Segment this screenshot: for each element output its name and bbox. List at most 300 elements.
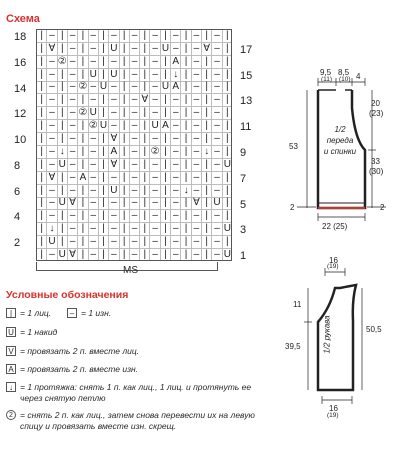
knit-stitch: | — [57, 132, 67, 145]
knit-stitch: | — [180, 29, 190, 42]
knit-stitch: – — [46, 197, 56, 210]
k2tog-stitch: ∀ — [191, 197, 201, 210]
twist-stitch: ② — [78, 81, 88, 93]
k2tog-stitch: ↓ — [57, 145, 67, 158]
knit-stitch: | — [160, 248, 170, 261]
knit-stitch: | — [98, 68, 108, 81]
knit-stitch: | — [201, 81, 211, 94]
p2tog-stitch: A — [170, 55, 180, 68]
knit-stitch: – — [170, 93, 180, 106]
knit-stitch: | — [36, 132, 46, 145]
knit-stitch: – — [149, 184, 159, 197]
knit-stitch: | — [201, 197, 211, 210]
knit-stitch: | — [98, 93, 108, 106]
knit-stitch: | — [77, 209, 87, 222]
knit-stitch: – — [88, 81, 98, 94]
knit-stitch: – — [170, 145, 180, 158]
twist-symbol: 2 — [6, 410, 16, 420]
legend-twist-2: спицу и провязать вместе изн. скрещ. — [20, 421, 177, 431]
knit-stitch: – — [108, 93, 118, 106]
knit-stitch: – — [129, 235, 139, 248]
knit-stitch: | — [77, 42, 87, 55]
knit-stitch: | — [57, 106, 67, 119]
knit-stitch: | — [98, 171, 108, 184]
body-top-dim-b2: (10) — [339, 76, 351, 83]
knit-stitch: | — [180, 222, 190, 235]
knit-stitch: | — [36, 158, 46, 171]
sleeve-label: 1/2 рукава — [322, 315, 332, 354]
knit-stitch: | — [98, 132, 108, 145]
row-number-right: 17 — [240, 43, 253, 56]
yarn-over-stitch: U — [160, 81, 170, 94]
sleeve-top-dim: 16 — [329, 256, 338, 265]
knit-stitch: – — [170, 248, 180, 261]
knit-stitch: – — [191, 184, 201, 197]
knit-stitch: | — [201, 55, 211, 68]
knit-stitch: | — [139, 158, 149, 171]
knit-stitch: | — [201, 106, 211, 119]
knit-stitch: | — [160, 132, 170, 145]
knit-stitch: – — [149, 68, 159, 81]
knit-stitch: – — [129, 81, 139, 94]
k2tog-stitch: ∀ — [108, 158, 118, 171]
k2tog-stitch: ∀ — [201, 42, 211, 55]
yarn-over-stitch: U — [88, 106, 98, 119]
knit-stitch: | — [119, 184, 129, 197]
knit-stitch: | — [160, 106, 170, 119]
knit-stitch: – — [149, 55, 159, 68]
k2tog-stitch: ∀ — [46, 171, 56, 184]
knit-stitch: | — [139, 42, 149, 55]
knit-stitch: – — [191, 93, 201, 106]
knit-stitch: – — [129, 119, 139, 132]
yarn-over-stitch: U — [211, 197, 221, 210]
knit-stitch: | — [119, 197, 129, 210]
knit-stitch: | — [98, 42, 108, 55]
knit-stitch: – — [149, 29, 159, 42]
knit-stitch: | — [180, 93, 190, 106]
knit-stitch: | — [160, 209, 170, 222]
knit-stitch: – — [88, 235, 98, 248]
knit-stitch: – — [88, 55, 98, 68]
knit-stitch: – — [149, 158, 159, 171]
row-number-left: 16 — [14, 56, 27, 69]
knit-stitch: – — [211, 29, 221, 42]
knit-stitch: – — [129, 171, 139, 184]
knit-stitch: | — [139, 68, 149, 81]
knit-stitch: – — [108, 81, 118, 94]
knit-stitch: | — [36, 42, 46, 55]
knit-stitch: | — [98, 106, 108, 119]
knit-stitch: | — [119, 158, 129, 171]
knit-stitch: | — [222, 119, 232, 132]
row-number-right: 5 — [240, 198, 247, 211]
knit-stitch: | — [98, 145, 108, 158]
knit-stitch: | — [57, 119, 67, 132]
knit-stitch: | — [139, 106, 149, 119]
knit-stitch: – — [67, 106, 77, 119]
knit-stitch: | — [201, 209, 211, 222]
knit-stitch: – — [211, 119, 221, 132]
knit-stitch: – — [211, 184, 221, 197]
knit-stitch: | — [180, 209, 190, 222]
yarn-over-stitch: U — [149, 119, 159, 132]
knit-stitch: | — [98, 235, 108, 248]
knit-stitch: – — [170, 119, 180, 132]
scheme-title: Схема — [6, 13, 40, 25]
knit-stitch: – — [46, 184, 56, 197]
knit-stitch: – — [88, 29, 98, 42]
knit-stitch: – — [88, 197, 98, 210]
row-number-left: 12 — [14, 108, 27, 121]
k2tog-stitch: ↓ — [170, 68, 180, 81]
knit-stitch: – — [129, 93, 139, 106]
knit-stitch: – — [108, 235, 118, 248]
knit-stitch: | — [119, 81, 129, 94]
knit-stitch: | — [139, 222, 149, 235]
knit-stitch: | — [77, 222, 87, 235]
yarn-over-stitch: U — [88, 68, 98, 81]
knit-stitch: | — [77, 29, 87, 42]
knit-stitch: | — [139, 248, 149, 261]
body-rib-right: 2 — [380, 203, 385, 212]
knit-stitch: – — [108, 119, 118, 132]
knit-stitch: | — [139, 145, 149, 158]
legend-knit: = 1 лиц. — [20, 308, 52, 318]
yarn-over-symbol: U — [6, 327, 16, 337]
knit-stitch: | — [201, 68, 211, 81]
knit-stitch: | — [57, 81, 67, 94]
legend-purl: = 1 изн. — [81, 308, 112, 318]
knit-stitch: | — [98, 184, 108, 197]
yarn-over-stitch: U — [98, 81, 108, 94]
knit-stitch: | — [36, 93, 46, 106]
p2tog-stitch: A — [108, 145, 118, 158]
knit-stitch: – — [46, 248, 56, 261]
row-number-right: 13 — [240, 95, 253, 108]
knit-stitch: – — [170, 158, 180, 171]
knit-stitch: – — [67, 158, 77, 171]
knit-stitch: – — [46, 132, 56, 145]
twist-stitch: ② — [57, 55, 67, 67]
knit-stitch: – — [108, 171, 118, 184]
body-label-1: 1/2 — [334, 125, 346, 134]
yarn-over-stitch: U — [222, 158, 232, 171]
knit-stitch: – — [149, 248, 159, 261]
knit-stitch: – — [211, 93, 221, 106]
sleeve-top-dim2: (19) — [327, 263, 339, 270]
knit-stitch: – — [191, 119, 201, 132]
knit-stitch: – — [129, 55, 139, 68]
knit-stitch: – — [211, 209, 221, 222]
knit-stitch: – — [108, 209, 118, 222]
knit-stitch: | — [57, 68, 67, 81]
legend-title: Условные обозначения — [6, 289, 129, 301]
knit-stitch: – — [170, 29, 180, 42]
knit-stitch: | — [57, 222, 67, 235]
knit-stitch: – — [211, 81, 221, 94]
knit-stitch: – — [191, 55, 201, 68]
knit-stitch: | — [57, 42, 67, 55]
knit-stitch: | — [77, 145, 87, 158]
row-number-left: 6 — [14, 185, 21, 198]
k2tog-stitch: ↓ — [180, 184, 190, 197]
knit-stitch: | — [160, 93, 170, 106]
legend-yo: = 1 накид — [20, 327, 58, 337]
knit-stitch: – — [46, 158, 56, 171]
knit-stitch: – — [67, 171, 77, 184]
knit-stitch: | — [77, 132, 87, 145]
pull-through-symbol: ↓ — [6, 382, 16, 392]
knit-stitch: – — [129, 132, 139, 145]
body-right-mid: 33 — [371, 157, 380, 166]
knit-stitch: | — [160, 55, 170, 68]
knit-stitch: | — [139, 132, 149, 145]
knit-stitch: – — [67, 42, 77, 55]
knit-stitch: | — [139, 119, 149, 132]
knit-stitch: – — [170, 171, 180, 184]
k2tog-stitch: ∀ — [46, 42, 56, 55]
knit-stitch: – — [88, 42, 98, 55]
yarn-over-stitch: U — [222, 222, 232, 235]
knit-stitch: | — [119, 55, 129, 68]
k2tog-stitch: ∀ — [67, 248, 77, 261]
legend-pull-1: = 1 протяжка: снять 1 п. как лиц., 1 лиц. и протянуть ее — [20, 382, 252, 392]
knit-stitch: | — [36, 68, 46, 81]
knit-stitch: | — [222, 106, 232, 119]
row-number-left: 14 — [14, 82, 27, 95]
knit-stitch: – — [88, 145, 98, 158]
knit-stitch: | — [222, 42, 232, 55]
p2tog-symbol: A — [6, 364, 16, 374]
knit-stitch: | — [77, 158, 87, 171]
knit-stitch: | — [201, 29, 211, 42]
knit-stitch: – — [46, 119, 56, 132]
knit-stitch: | — [119, 171, 129, 184]
knit-stitch: – — [170, 42, 180, 55]
knit-stitch: – — [67, 55, 77, 68]
knit-stitch: | — [98, 55, 108, 68]
knit-stitch: | — [222, 132, 232, 145]
knit-stitch: – — [211, 106, 221, 119]
knit-stitch: – — [67, 222, 77, 235]
k2tog-stitch: ∀ — [67, 197, 77, 210]
row-number-right: 9 — [240, 147, 247, 159]
knit-stitch: – — [67, 184, 77, 197]
knit-stitch: – — [108, 106, 118, 119]
knit-stitch: – — [211, 42, 221, 55]
knit-stitch: | — [201, 171, 211, 184]
knit-stitch: | — [57, 29, 67, 42]
knit-stitch: | — [222, 171, 232, 184]
knit-stitch: – — [67, 145, 77, 158]
sleeve-bottom-dim2: (19) — [327, 412, 339, 419]
knit-stitch: – — [211, 68, 221, 81]
twist-stitch: ② — [88, 120, 98, 132]
sleeve-bottom-dim: 16 — [329, 404, 338, 413]
k2tog-stitch: ↓ — [46, 222, 56, 235]
knit-stitch: – — [191, 222, 201, 235]
knit-stitch: – — [46, 55, 56, 68]
knit-stitch: – — [46, 29, 56, 42]
knit-stitch: | — [201, 119, 211, 132]
yarn-over-stitch: U — [46, 235, 56, 248]
knit-stitch: – — [88, 222, 98, 235]
knit-stitch: | — [222, 93, 232, 106]
yarn-over-stitch: U — [222, 248, 232, 261]
knit-stitch: | — [160, 235, 170, 248]
ms-label: MS — [123, 265, 138, 276]
knit-stitch: – — [46, 68, 56, 81]
knit-stitch: | — [160, 197, 170, 210]
knit-stitch: | — [98, 222, 108, 235]
knit-stitch: | — [119, 93, 129, 106]
knit-stitch: – — [170, 197, 180, 210]
knit-stitch: | — [57, 93, 67, 106]
row-number-left: 18 — [14, 31, 27, 43]
knit-stitch: – — [88, 184, 98, 197]
knit-stitch: – — [88, 132, 98, 145]
knit-stitch: | — [180, 171, 190, 184]
knit-stitch: | — [98, 248, 108, 261]
knit-stitch: – — [191, 81, 201, 94]
knit-stitch: – — [129, 222, 139, 235]
knit-stitch: | — [201, 132, 211, 145]
sleeve-left-dim: 39,5 — [285, 342, 301, 351]
knit-stitch: – — [211, 171, 221, 184]
knit-stitch: – — [108, 29, 118, 42]
row-number-left: 4 — [14, 211, 21, 224]
knit-stitch: | — [77, 68, 87, 81]
body-right-mid2: (30) — [369, 167, 384, 176]
knit-stitch: | — [119, 209, 129, 222]
knit-stitch: – — [108, 248, 118, 261]
knit-stitch: | — [139, 209, 149, 222]
knit-stitch: – — [211, 55, 221, 68]
knit-stitch: – — [149, 235, 159, 248]
knit-stitch: | — [36, 184, 46, 197]
knit-stitch: | — [201, 93, 211, 106]
knit-stitch: | — [77, 93, 87, 106]
knit-stitch: | — [36, 197, 46, 210]
body-rib-left: 2 — [290, 203, 295, 212]
knit-stitch: | — [77, 235, 87, 248]
knit-stitch: | — [180, 132, 190, 145]
k2tog-stitch: ∀ — [139, 93, 149, 106]
knit-stitch: | — [77, 197, 87, 210]
knit-stitch: – — [191, 248, 201, 261]
knit-stitch: – — [211, 132, 221, 145]
knit-stitch: | — [57, 235, 67, 248]
knit-stitch: – — [129, 29, 139, 42]
knit-stitch: | — [119, 235, 129, 248]
knit-stitch: | — [201, 158, 211, 171]
knit-stitch: – — [88, 158, 98, 171]
row-number-left: 10 — [14, 134, 27, 147]
knit-stitch: – — [108, 222, 118, 235]
knit-stitch: – — [67, 68, 77, 81]
body-left-dim: 53 — [289, 142, 298, 151]
knit-stitch: | — [139, 235, 149, 248]
row-number-left: 8 — [14, 159, 21, 172]
knit-stitch: | — [201, 248, 211, 261]
body-right-top2: (23) — [369, 109, 384, 118]
knit-stitch: | — [222, 197, 232, 210]
p2tog-stitch: A — [160, 119, 170, 132]
k2tog-stitch: ∀ — [108, 132, 118, 145]
yarn-over-stitch: U — [57, 197, 67, 210]
knit-stitch: | — [98, 29, 108, 42]
knit-stitch: – — [170, 222, 180, 235]
knit-stitch: | — [98, 197, 108, 210]
knit-stitch: – — [46, 145, 56, 158]
knit-stitch: – — [129, 248, 139, 261]
knit-stitch: | — [119, 248, 129, 261]
knit-stitch: | — [160, 145, 170, 158]
knit-stitch: – — [46, 81, 56, 94]
knit-stitch: – — [88, 171, 98, 184]
knit-stitch: | — [57, 184, 67, 197]
yarn-over-stitch: U — [108, 184, 118, 197]
knit-stitch: | — [222, 81, 232, 94]
knit-stitch: | — [160, 29, 170, 42]
knit-stitch: | — [180, 42, 190, 55]
knit-stitch: | — [139, 184, 149, 197]
knit-stitch: | — [222, 68, 232, 81]
legend-k2tog: = провязать 2 п. вместе лиц. — [20, 346, 140, 356]
knit-stitch: – — [149, 197, 159, 210]
knit-stitch: | — [180, 81, 190, 94]
knit-stitch: | — [119, 29, 129, 42]
knit-stitch: – — [191, 171, 201, 184]
k2tog-symbol: V — [6, 346, 16, 356]
knit-stitch: | — [139, 197, 149, 210]
knit-stitch: | — [160, 171, 170, 184]
knit-stitch: | — [180, 158, 190, 171]
legend-p2tog: = провязать 2 п. вместе изн. — [20, 364, 139, 374]
knit-stitch: – — [67, 209, 77, 222]
body-label-3: и спинки — [323, 147, 357, 156]
knit-stitch: – — [46, 209, 56, 222]
knit-stitch: | — [139, 29, 149, 42]
yarn-over-stitch: U — [98, 119, 108, 132]
body-top-dim-c: 4 — [356, 72, 361, 81]
knit-stitch: | — [36, 171, 46, 184]
row-number-right: 3 — [240, 224, 247, 237]
yarn-over-stitch: U — [108, 42, 118, 55]
knit-stitch: – — [67, 81, 77, 94]
knit-stitch: – — [46, 106, 56, 119]
knit-stitch: | — [139, 171, 149, 184]
knit-stitch: | — [222, 184, 232, 197]
purl-symbol: – — [67, 308, 77, 318]
knit-stitch: | — [139, 81, 149, 94]
knit-stitch: – — [191, 42, 201, 55]
knit-stitch: – — [129, 42, 139, 55]
knit-stitch: – — [129, 145, 139, 158]
knit-stitch: | — [160, 184, 170, 197]
knit-stitch: – — [149, 42, 159, 55]
body-bottom-dim: 22 (25) — [322, 222, 348, 231]
knit-stitch: | — [180, 68, 190, 81]
knit-stitch: | — [180, 55, 190, 68]
yarn-over-stitch: U — [57, 158, 67, 171]
knit-symbol: | — [6, 308, 16, 318]
knit-stitch: – — [211, 248, 221, 261]
knit-stitch: | — [119, 145, 129, 158]
knit-stitch: | — [222, 29, 232, 42]
knit-stitch: – — [211, 235, 221, 248]
